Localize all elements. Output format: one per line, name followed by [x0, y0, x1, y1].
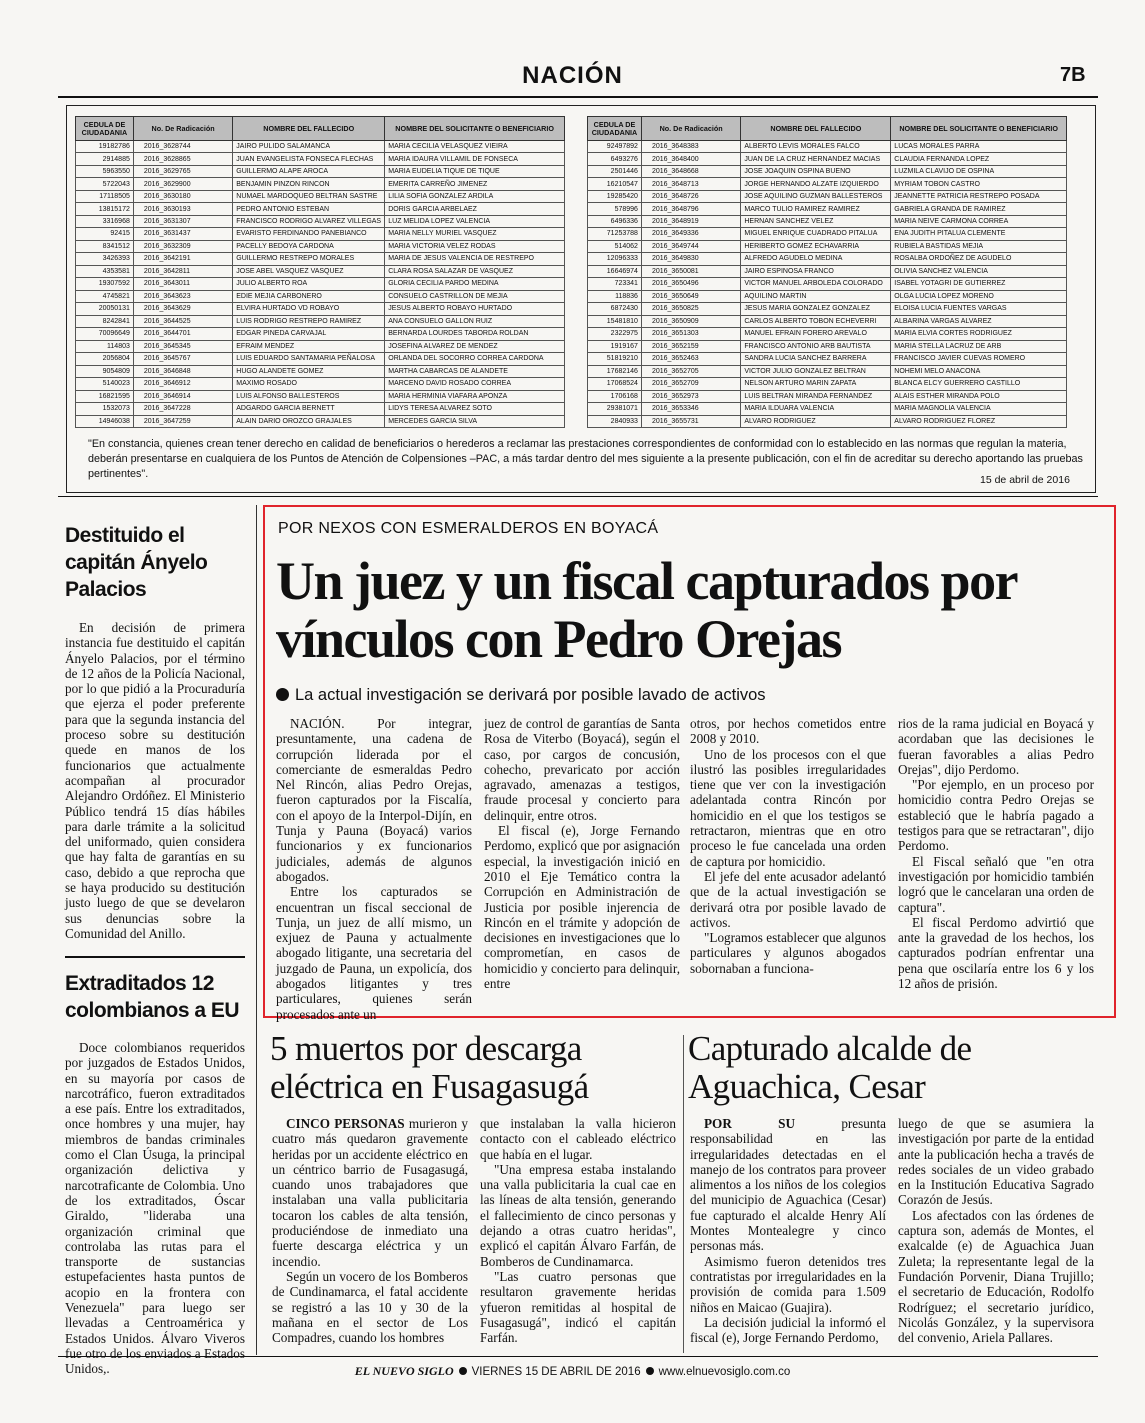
table-cell: MARIA ELVIA CORTES RODRIGUEZ — [891, 328, 1067, 340]
table-cell: ALBARINA VARGAS ALVAREZ — [891, 315, 1067, 327]
table-cell: LILIA SOFIA GONZALEZ ARDILA — [385, 190, 565, 202]
table-cell: 578996 — [588, 203, 642, 215]
table-row — [588, 328, 1067, 340]
table-cell: 2016_3647259 — [133, 415, 232, 427]
main-story-col1 — [276, 716, 472, 1022]
table-cell: MARIA VICTORIA VELEZ RODAS — [385, 240, 565, 252]
table-cell: 16821595 — [76, 390, 134, 402]
table-cell: 51819210 — [588, 353, 642, 365]
paragraph: Entre los capturados se encuentran un fiscal seccional de Tunja, un juez de allí mismo, un exjuez de Pauna y actualmente abogado litigante, una secretaria del juzgado de Pauna, un expolicía, dos abogados litigantes y tres particulares, quienes serán procesados ante un — [276, 884, 472, 1022]
story4-col2 — [898, 1116, 1094, 1345]
table-cell: ISABEL YOTAGRI DE GUTIERREZ — [891, 278, 1067, 290]
table-row — [588, 390, 1067, 402]
table-cell: 2016_3631307 — [133, 215, 232, 227]
table-cell: 9054809 — [76, 365, 134, 377]
table-cell: ENA JUDITH PITALUA CLEMENTE — [891, 228, 1067, 240]
story3-headline: 5 muertos por descarga eléctrica en Fusagasugá — [270, 1029, 589, 1106]
table-cell: PACELLY BEDOYA CARDONA — [233, 240, 385, 252]
table-cell: 17118505 — [76, 190, 134, 202]
table-cell: GLORIA CECILIA PARDO MEDINA — [385, 278, 565, 290]
main-story-col2 — [484, 716, 680, 991]
story4-col1 — [690, 1116, 886, 1345]
table-cell: 2016_3649830 — [641, 253, 740, 265]
deck-text: La actual investigación se derivará por posible lavado de activos — [295, 686, 766, 704]
paragraph: Asimismo fueron detenidos tres contratistas por irregularidades en la provisión de comida para 1.509 niños en Maicao (Guajira). — [690, 1253, 886, 1315]
table-cell: 2016_3650496 — [641, 278, 740, 290]
paragraph: El fiscal (e), Jorge Fernando Perdomo, explicó que por asignación especial, la investigación inició en 2010 el Eje Temático contra la Corrupción en Administración de Justicia por posible injerencia de Rincón en el trámite y adopción de decisiones en investigaciones que lo comprometían, en casos de homicidio y concierto para delinquir, entre — [484, 823, 680, 992]
table-cell: LUIS EDUARDO SANTAMARIA PEÑALOSA — [233, 353, 385, 365]
paragraph: rios de la rama judicial en Boyacá y acordaban que las decisiones le fueran favorables a alias Pedro Orejas", dijo Perdomo. — [898, 716, 1094, 777]
table-cell: 2016_3652463 — [641, 353, 740, 365]
table-header: CEDULA DE CIUDADANIA — [588, 117, 642, 141]
footer-brand: EL NUEVO SIGLO — [354, 1364, 454, 1378]
table-cell: 2016_3650909 — [641, 315, 740, 327]
table-row — [588, 365, 1067, 377]
table-cell: 2016_3652973 — [641, 390, 740, 402]
table-cell: 2016_3632309 — [133, 240, 232, 252]
table-cell: 19182786 — [76, 141, 134, 153]
table-row — [76, 228, 565, 240]
table-cell: JESUS ALBERTO ROBAYO HURTADO — [385, 303, 565, 315]
table-cell: EFRAIM MENDEZ — [233, 340, 385, 352]
paragraph: NACIÓN. Por integrar, presuntamente, una cadena de corrupción liderada por el comerciante de esmeraldas Pedro Nel Rincón, alias Pedro Orejas, fueron capturados por la Fiscalía, con el apoyo de la Interpol-Dijín, en Tunja y Pauna (Boyacá) varios funcionarios y ex funcionarios judiciales, además de algunos abogados. — [276, 716, 472, 884]
table-cell: JOSE ABEL VASQUEZ VASQUEZ — [233, 265, 385, 277]
paragraph: Según un vocero de los Bomberos de Cundinamarca, el fatal accidente se registró a las 10 y 30 de la mañana en el sector de Los Compadres, cuando los hombres — [272, 1268, 468, 1346]
table-row — [588, 253, 1067, 265]
paragraph: "Una empresa estaba instalando una valla publicitaria la cual cae en las líneas de alta tensión, generando el fallecimiento de cinco personas y dejando a otras cuatro heridas", explicó el capitán Álvaro Farfán, de Bomberos de Cundinamarca. — [480, 1161, 676, 1269]
table-cell: NELSON ARTURO MARIN ZAPATA — [741, 378, 891, 390]
table-cell: JUAN DE LA CRUZ HERNANDEZ MACIAS — [741, 153, 891, 165]
table-row — [76, 165, 565, 177]
left-story1-headline: Destituido el capitán Ányelo Palacios — [65, 524, 208, 601]
table-cell: 6872430 — [588, 303, 642, 315]
table-row — [76, 190, 565, 202]
table-cell: 2016_3643011 — [133, 278, 232, 290]
bottom-divider — [683, 1035, 684, 1353]
main-story-kicker: POR NEXOS CON ESMERALDEROS EN BOYACÁ — [278, 520, 659, 537]
table-row — [76, 378, 565, 390]
table-cell: 2016_3648919 — [641, 215, 740, 227]
table-cell: 2016_3648796 — [641, 203, 740, 215]
table-cell: 2016_3648400 — [641, 153, 740, 165]
table-cell: 2016_3630193 — [133, 203, 232, 215]
table-cell: 2016_3643623 — [133, 290, 232, 302]
table-row — [76, 265, 565, 277]
main-story-deck — [276, 686, 766, 705]
table-cell: 29381071 — [588, 403, 642, 415]
left-story2-body: Doce colombianos requeridos por juzgados de Estados Unidos, en su mayoría por casos de narcotráfico, fueron extraditados a ese país. Entre los extraditados, once hombres y una mujer, hay miembros de bandas criminales como el Clan Úsuga, la principal organización delictiva y narcotraficante de Colombia. Uno de los extraditados, Óscar Giraldo, "lideraba una organización criminal que controlaba las rutas para el transporte de sustancias estupefacientes hasta puntos de acopio en la frontera con Venezuela" para luego ser llevadas a Centroamérica y Estados Unidos. Álvaro Viveros fue otro de los enviados a Estados Unidos,. — [65, 1040, 245, 1377]
paragraph: que instalaban la valla hicieron contacto con el cableado eléctrico que había en el lugar. — [480, 1116, 676, 1162]
table-row — [588, 340, 1067, 352]
table-cell: 3316968 — [76, 215, 134, 227]
table-cell: AQUILINO MARTIN — [741, 290, 891, 302]
table-cell: BERNARDA LOURDES TABORDA ROLDAN — [385, 328, 565, 340]
table-cell: NUMAEL MARDOQUEO BELTRAN SASTRE — [233, 190, 385, 202]
table-cell: 8242841 — [76, 315, 134, 327]
table-cell: MERCEDES GARCIA SILVA — [385, 415, 565, 427]
table-cell: FRANCISCO RODRIGO ALVAREZ VILLEGAS — [233, 215, 385, 227]
table-row — [76, 315, 565, 327]
table-cell: 17068524 — [588, 378, 642, 390]
table-cell: 2016_3648668 — [641, 165, 740, 177]
table-cell: CLARA ROSA SALAZAR DE VASQUEZ — [385, 265, 565, 277]
table-cell: LUZ MELIDA LOPEZ VALENCIA — [385, 215, 565, 227]
table-row — [588, 240, 1067, 252]
table-cell: ALBERTO LEVIS MORALES FALCO — [741, 141, 891, 153]
table-cell: 20050131 — [76, 303, 134, 315]
table-cell: LUCAS MORALES PARRA — [891, 141, 1067, 153]
table-cell: GABRIELA GRANDA DE RAMIREZ — [891, 203, 1067, 215]
table-row — [76, 328, 565, 340]
table-cell: 2016_3648383 — [641, 141, 740, 153]
paragraph: "Las cuatro personas que resultaron gravemente heridas yfueron remitidas al hospital de Fusagasugá", indicó el capitán Farfán. — [480, 1268, 676, 1346]
table-cell: 2016_3655731 — [641, 415, 740, 427]
table-cell: 2914885 — [76, 153, 134, 165]
table-cell: EDIE MEJIA CARBONERO — [233, 290, 385, 302]
table-cell: HERIBERTO GOMEZ ECHAVARRIA — [741, 240, 891, 252]
table-cell: LIDYS TERESA ALVAREZ SOTO — [385, 403, 565, 415]
table-row — [76, 178, 565, 190]
paragraph: luego de que se asumiera la investigación por parte de la entidad ante la publicación hecha a través de redes sociales de un video grabado en la Institución Educativa Sagrado Corazón de Jesús. — [898, 1116, 1094, 1208]
table-header: CEDULA DE CIUDADANIA — [76, 117, 134, 141]
table-row — [588, 203, 1067, 215]
table-cell: 19285420 — [588, 190, 642, 202]
notice-date: 15 de abril de 2016 — [980, 474, 1070, 486]
mid-rule — [58, 496, 1098, 497]
story3-col1 — [272, 1116, 468, 1345]
table-cell: 1919167 — [588, 340, 642, 352]
table-cell: 2016_3649744 — [641, 240, 740, 252]
table-cell: JOSE AQUILINO GUZMAN BALLESTEROS — [741, 190, 891, 202]
table-cell: JOSE JOAQUIN OSPINA BUENO — [741, 165, 891, 177]
table-cell: 2840933 — [588, 415, 642, 427]
table-cell: 2016_3646912 — [133, 378, 232, 390]
bullet-icon — [646, 1367, 654, 1375]
table-cell: 2016_3628865 — [133, 153, 232, 165]
footer-date: VIERNES 15 DE ABRIL DE 2016 — [471, 1366, 641, 1378]
table-cell: LUIS ALFONSO BALLESTEROS — [233, 390, 385, 402]
table-cell: ALAIN DARIO OROZCO GRAJALES — [233, 415, 385, 427]
table-row — [588, 403, 1067, 415]
table-cell: FRANCISCO JAVIER CUEVAS ROMERO — [891, 353, 1067, 365]
table-cell: 2016_3653346 — [641, 403, 740, 415]
table-header: NOMBRE DEL FALLECIDO — [233, 117, 385, 141]
table-cell: 723341 — [588, 278, 642, 290]
table-cell: 2016_3652705 — [641, 365, 740, 377]
table-cell: 2016_3647228 — [133, 403, 232, 415]
table-cell: 1532073 — [76, 403, 134, 415]
table-row — [76, 153, 565, 165]
table-cell: MARCO TULIO RAMIREZ RAMIREZ — [741, 203, 891, 215]
table-cell: HUGO ALANDETE GOMEZ — [233, 365, 385, 377]
table-cell: 514062 — [588, 240, 642, 252]
table-row — [588, 178, 1067, 190]
table-cell: ROSALBA ORDOÑEZ DE AGUDELO — [891, 253, 1067, 265]
table-row — [76, 303, 565, 315]
table-header: NOMBRE DEL FALLECIDO — [741, 117, 891, 141]
story4-headline: Capturado alcalde de Aguachica, Cesar — [688, 1029, 972, 1106]
section-title: NACIÓN — [522, 62, 623, 89]
table-cell: BENJAMIN PINZON RINCON — [233, 178, 385, 190]
table-cell: PEDRO ANTONIO ESTEBAN — [233, 203, 385, 215]
footer-url: www.elnuevosiglo.com.co — [658, 1366, 791, 1378]
story3-col1-first: murieron y cuatro más quedaron gravemente heridas por un accidente eléctrico en un céntrico barrio de Fusagasugá, cuando unos trabajadores que instalaban una valla publicitaria tocaron los cables de alta tensión, produciéndose de inmediato una fuerte descarga eléctrica y un incendio. — [272, 1116, 468, 1269]
table-row — [76, 253, 565, 265]
table-row — [76, 340, 565, 352]
table-cell: MARIA EUDELIA TIQUE DE TIQUE — [385, 165, 565, 177]
table-cell: 2016_3644701 — [133, 328, 232, 340]
table-cell: ALAIS ESTHER MIRANDA POLO — [891, 390, 1067, 402]
table-cell: 14946038 — [76, 415, 134, 427]
table-cell: RUBIELA BASTIDAS MEJIA — [891, 240, 1067, 252]
table-row — [588, 165, 1067, 177]
left-story2-headline: Extraditados 12 colombianos a EU — [65, 972, 240, 1022]
table-cell: JAIRO PULIDO SALAMANCA — [233, 141, 385, 153]
table-row — [588, 278, 1067, 290]
table-cell: 5722043 — [76, 178, 134, 190]
table-cell: 1706168 — [588, 390, 642, 402]
table-cell: 17682146 — [588, 365, 642, 377]
table-cell: SANDRA LUCIA SANCHEZ BARRERA — [741, 353, 891, 365]
table-cell: 2016_3629900 — [133, 178, 232, 190]
bullet-icon — [276, 688, 289, 701]
table-cell: MARIA HERMINIA VIAFARA APONZA — [385, 390, 565, 402]
table-cell: GUILLERMO ALAPE AROCA — [233, 165, 385, 177]
table-cell: 2322975 — [588, 328, 642, 340]
table-cell: ADGARDO GARCIA BERNETT — [233, 403, 385, 415]
table-header: NOMBRE DEL SOLICITANTE O BENEFICIARIO — [385, 117, 565, 141]
table-cell: 15481810 — [588, 315, 642, 327]
table-cell: ELOISA LUCIA FUENTES VARGAS — [891, 303, 1067, 315]
footer — [0, 1364, 1145, 1379]
story4-col1-first: presunta responsabilidad en las irregularidades detectadas en el manejo de los contratos para proveer alimentos a los niños de los colegios del municipio de Aguachica (Cesar) fue capturado el alcalde Henry Alí Montes Montealegre y cinco personas más. — [690, 1116, 886, 1254]
table-cell: DORIS GARCIA ARBELAEZ — [385, 203, 565, 215]
table-cell: 6493276 — [588, 153, 642, 165]
table-cell: MARIA CECILIA VELASQUEZ VIEIRA — [385, 141, 565, 153]
table-cell: MARIA ILDUARA VALENCIA — [741, 403, 891, 415]
paragraph: El jefe del ente acusador adelantó que de la actual investigación se derivará otra por posible lavado de activos. — [690, 868, 886, 930]
paragraph: La decisión judicial la informó el fiscal (e), Jorge Fernando Perdomo, — [690, 1314, 886, 1346]
table-cell: 2016_3642811 — [133, 265, 232, 277]
table-cell: 2016_3652159 — [641, 340, 740, 352]
table-cell: 2016_3650649 — [641, 290, 740, 302]
paragraph: Los afectados con las órdenes de captura son, además de Montes, el exalcalde (e) de Aguachica Juan Zuleta; la representante legal de la Fundación Porvenir, Diana Trujillo; el secretario de Educación, Rodolfo Rodríguez; el secretario jurídico, Nicolás González, y la supervisora del convenio, Ariela Pallares. — [898, 1207, 1094, 1346]
table-cell: JUAN EVANGELISTA FONSECA FLECHAS — [233, 153, 385, 165]
paragraph: El Fiscal señaló que "en otra investigación por homicidio también logró que le cancelaran una orden de captura". — [898, 853, 1094, 915]
table-cell: 70096649 — [76, 328, 134, 340]
table-cell: 2016_3650825 — [641, 303, 740, 315]
table-cell: 2016_3629765 — [133, 165, 232, 177]
table-cell: MYRIAM TOBON CASTRO — [891, 178, 1067, 190]
table-cell: MARIA STELLA LACRUZ DE ARB — [891, 340, 1067, 352]
page-number: 7B — [1060, 64, 1086, 86]
table-row — [76, 365, 565, 377]
table-row — [588, 378, 1067, 390]
table-cell: MARCENO DAVID ROSADO CORREA — [385, 378, 565, 390]
bullet-icon — [459, 1367, 467, 1375]
table-cell: 2016_3642191 — [133, 253, 232, 265]
table-row — [588, 415, 1067, 427]
table-cell: 114803 — [76, 340, 134, 352]
paragraph: "Por ejemplo, en un proceso por homicidio contra Pedro Orejas se estableció que le habría pagado a testigos para que se retractaran", dijo Perdomo. — [898, 777, 1094, 854]
table-row — [76, 215, 565, 227]
column-divider — [256, 505, 257, 1355]
table-cell: JULIO ALBERTO ROA — [233, 278, 385, 290]
table-cell: 2016_3645345 — [133, 340, 232, 352]
table-row — [588, 141, 1067, 153]
table-cell: 13815172 — [76, 203, 134, 215]
table-cell: 4353581 — [76, 265, 134, 277]
table-cell: 2016_3628744 — [133, 141, 232, 153]
table-row — [588, 190, 1067, 202]
table-cell: 16646974 — [588, 265, 642, 277]
table-cell: EMERITA CARREÑO JIMENEZ — [385, 178, 565, 190]
table-cell: BLANCA ELCY GUERRERO CASTILLO — [891, 378, 1067, 390]
table-row — [588, 153, 1067, 165]
table-cell: NOHEMI MELO ANACONA — [891, 365, 1067, 377]
main-story-col3 — [690, 716, 886, 976]
main-story-headline: Un juez y un fiscal capturados por vínculos con Pedro Orejas — [276, 551, 1017, 669]
table-row — [588, 290, 1067, 302]
table-row — [76, 290, 565, 302]
table-cell: 5140023 — [76, 378, 134, 390]
table-cell: MIGUEL ENRIQUE CUADRADO PITALUA — [741, 228, 891, 240]
paragraph: "Logramos establecer que algunos particulares y algunos abogados sobornaban a funciona- — [690, 930, 886, 976]
top-rule — [58, 96, 1098, 98]
table-cell: 3426393 — [76, 253, 134, 265]
table-cell: 16210547 — [588, 178, 642, 190]
table-row — [588, 315, 1067, 327]
table-cell: 2016_3646914 — [133, 390, 232, 402]
table-row — [76, 415, 565, 427]
left-story1-body: En decisión de primera instancia fue destituido el capitán Ányelo Palacios, por el término de 12 años de la Policía Nacional, por lo que pidió a la Procuraduría que ejerza el poder preferente para que la segunda instancia del proceso sobre su destitución quede en manos de los funcionarios que actualmente acompañan al procurador Alejandro Ordóñez. El Ministerio Público tendrá 15 días hábiles para darle trámite a la solicitud del uniformado, quien considera que hay falta de garantías en su caso, debido a que reprocha que se haya producido su destitución justo luego de que se develaron sus denuncias sobre la Comunidad del Anillo. — [65, 620, 245, 941]
table-cell: JAIRO ESPINOSA FRANCO — [741, 265, 891, 277]
table-cell: 71253788 — [588, 228, 642, 240]
registry-table-right — [587, 116, 1067, 428]
table-cell: EVARISTO FERDINANDO PANEBIANCO — [233, 228, 385, 240]
table-row — [588, 353, 1067, 365]
table-cell: MARIA NEIVE CARMONA CORREA — [891, 215, 1067, 227]
table-cell: CARLOS ALBERTO TOBON ECHEVERRI — [741, 315, 891, 327]
table-cell: ANA CONSUELO GALLON RUIZ — [385, 315, 565, 327]
table-cell: 2501446 — [588, 165, 642, 177]
table-header: NOMBRE DEL SOLICITANTE O BENEFICIARIO — [891, 117, 1067, 141]
table-cell: OLGA LUCIA LOPEZ MORENO — [891, 290, 1067, 302]
main-story-col4 — [898, 716, 1094, 991]
paragraph: Uno de los procesos con el que ilustró las posibles irregularidades tiene que ver con la investigación adelantada contra Rincón por homicidio en el que los testigos se retractaron, mientras que en otro proceso le fue cancelada una orden de captura por homicidio. — [690, 746, 886, 869]
story3-col2 — [480, 1116, 676, 1345]
table-row — [76, 240, 565, 252]
story3-lead: CINCO PERSONAS — [286, 1116, 405, 1131]
table-cell: MARTHA CABARCAS DE ALANDETE — [385, 365, 565, 377]
paragraph: El fiscal Perdomo advirtió que ante la gravedad de los hechos, los capturados podrían enfrentar una pena que oscilaría entre los 6 y los 12 años de prisión. — [898, 914, 1094, 992]
table-row — [588, 215, 1067, 227]
notice-text: "En constancia, quienes crean tener derecho en calidad de beneficiarios o herederos a reclamar las prestaciones correspondientes de conformidad con lo establecido en las normas que regulan la materia, deberán presentarse en cualquiera de los Puntos de Atención de Colpensiones –PAC, a más tardar dentro del mes siguiente a la presente publicación, con el fin de acreditar su derecho aportando las pruebas pertinentes". — [88, 438, 1083, 480]
table-cell: ALFREDO AGUDELO MEDINA — [741, 253, 891, 265]
table-cell: JORGE HERNANDO ALZATE IZQUIERDO — [741, 178, 891, 190]
table-cell: OLIVIA SANCHEZ VALENCIA — [891, 265, 1067, 277]
story4-lead: POR SU — [704, 1116, 795, 1131]
table-cell: ORLANDA DEL SOCORRO CORREA CARDONA — [385, 353, 565, 365]
table-cell: 2016_3649336 — [641, 228, 740, 240]
table-cell: 92497892 — [588, 141, 642, 153]
table-cell: 2016_3650081 — [641, 265, 740, 277]
table-row — [588, 228, 1067, 240]
table-cell: MAXIMO ROSADO — [233, 378, 385, 390]
table-cell: 2056804 — [76, 353, 134, 365]
table-row — [76, 278, 565, 290]
table-cell: 19307592 — [76, 278, 134, 290]
table-header: No. De Radicación — [641, 117, 740, 141]
footer-rule — [58, 1356, 1098, 1357]
table-row — [76, 141, 565, 153]
table-row — [588, 303, 1067, 315]
table-cell: 2016_3643629 — [133, 303, 232, 315]
table-row — [76, 203, 565, 215]
table-cell: 2016_3651303 — [641, 328, 740, 340]
table-cell: 4745821 — [76, 290, 134, 302]
table-cell: 2016_3645767 — [133, 353, 232, 365]
table-cell: 118836 — [588, 290, 642, 302]
table-cell: MARIA NELLY MURIEL VASQUEZ — [385, 228, 565, 240]
table-cell: 2016_3646848 — [133, 365, 232, 377]
paragraph: otros, por hechos cometidos entre 2008 y 2010. — [690, 716, 886, 747]
table-cell: GUILLERMO RESTREPO MORALES — [233, 253, 385, 265]
table-row — [76, 353, 565, 365]
table-cell: LUIS RODRIGO RESTREPO RAMIREZ — [233, 315, 385, 327]
table-cell: VICTOR JULIO GONZALEZ BELTRAN — [741, 365, 891, 377]
paragraph: juez de control de garantías de Santa Rosa de Viterbo (Boyacá), según el caso, por cargos de concusión, cohecho, prevaricato por acción agravado, amenazas a testigos, fraude procesal y concierto para delinquir, entre otros. — [484, 716, 680, 823]
table-cell: MANUEL EFRAIN FORERO AREVALO — [741, 328, 891, 340]
table-cell: 2016_3652709 — [641, 378, 740, 390]
table-cell: CONSUELO CASTRILLON DE MEJIA — [385, 290, 565, 302]
table-cell: 2016_3644525 — [133, 315, 232, 327]
table-cell: 2016_3630180 — [133, 190, 232, 202]
table-cell: JESUS MARIA GONZALEZ GONZALEZ — [741, 303, 891, 315]
table-cell: 8341512 — [76, 240, 134, 252]
table-cell: 2016_3631437 — [133, 228, 232, 240]
table-cell: FRANCISCO ANTONIO ARB BAUTISTA — [741, 340, 891, 352]
table-cell: LUIS BELTRAN MIRANDA FERNANDEZ — [741, 390, 891, 402]
table-cell: LUZMILA CLAVIJO DE OSPINA — [891, 165, 1067, 177]
table-cell: 5963550 — [76, 165, 134, 177]
table-cell: 2016_3648726 — [641, 190, 740, 202]
table-cell: HERNAN SANCHEZ VELEZ — [741, 215, 891, 227]
table-cell: 12096333 — [588, 253, 642, 265]
table-header: No. De Radicación — [133, 117, 232, 141]
table-cell: 2016_3648713 — [641, 178, 740, 190]
table-cell: ALVARO RODRIGUEZ FLOREZ — [891, 415, 1067, 427]
table-cell: 92415 — [76, 228, 134, 240]
table-cell: MARIA MAGNOLIA VALENCIA — [891, 403, 1067, 415]
table-cell: JEANNETTE PATRICIA RESTREPO POSADA — [891, 190, 1067, 202]
table-cell: MARIA IDAURA VILLAMIL DE FONSECA — [385, 153, 565, 165]
table-row — [76, 390, 565, 402]
registry-table-left — [75, 116, 565, 428]
table-cell: EDGAR PINEDA CARVAJAL — [233, 328, 385, 340]
table-cell: 6496336 — [588, 215, 642, 227]
table-cell: ELVIRA HURTADO VD ROBAYO — [233, 303, 385, 315]
table-cell: CLAUDIA FERNANDA LOPEZ — [891, 153, 1067, 165]
table-cell: ALVARO RODRIGUEZ — [741, 415, 891, 427]
left-column-separator — [65, 956, 245, 958]
table-cell: MARIA DE JESUS VALENCIA DE RESTREPO — [385, 253, 565, 265]
table-cell: JOSEFINA ALVAREZ DE MENDEZ — [385, 340, 565, 352]
table-cell: VICTOR MANUEL ARBOLEDA COLORADO — [741, 278, 891, 290]
table-row — [588, 265, 1067, 277]
table-row — [76, 403, 565, 415]
